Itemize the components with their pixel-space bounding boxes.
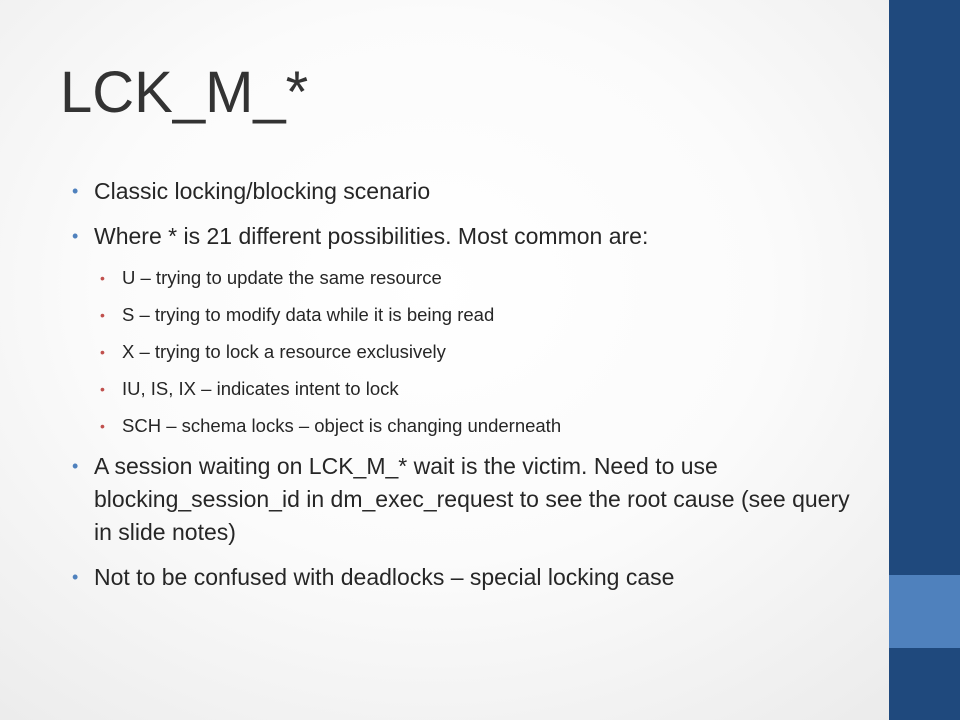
- sub-bullet-text: IU, IS, IX – indicates intent to lock: [122, 378, 399, 399]
- sidebar-accent-block: [889, 575, 960, 648]
- bullet-text: Where * is 21 different possibilities. Most common are:: [94, 223, 649, 249]
- bullet-item: [72, 561, 862, 594]
- bullet-item: [72, 450, 862, 549]
- slide-title: LCK_M_*: [60, 60, 309, 125]
- bullet-marker: •: [72, 181, 79, 201]
- bullet-list: [72, 175, 862, 606]
- bullet-item: [72, 220, 862, 253]
- sub-bullet-text: S – trying to modify data while it is being read: [122, 304, 495, 325]
- sub-bullet-item: [100, 265, 862, 291]
- sub-bullet-text: X – trying to lock a resource exclusively: [122, 341, 446, 362]
- sub-bullet-marker: •: [100, 270, 105, 286]
- bullet-item: [72, 175, 862, 208]
- sub-bullet-item: [100, 413, 862, 439]
- bullet-marker: •: [72, 226, 79, 246]
- sub-bullet-item: [100, 339, 862, 365]
- sub-bullet-marker: •: [100, 307, 105, 323]
- bullet-marker: •: [72, 456, 79, 476]
- bullet-text: Not to be confused with deadlocks – special locking case: [94, 564, 675, 590]
- sub-bullet-item: [100, 302, 862, 328]
- sub-bullet-marker: •: [100, 418, 105, 434]
- sub-bullet-text: SCH – schema locks – object is changing underneath: [122, 415, 562, 436]
- sub-bullet-marker: •: [100, 344, 105, 360]
- bullet-text: Classic locking/blocking scenario: [94, 178, 431, 204]
- sub-bullet-marker: •: [100, 381, 105, 397]
- sub-bullet-item: [100, 376, 862, 402]
- sub-bullet-text: U – trying to update the same resource: [122, 267, 442, 288]
- bullet-text: A session waiting on LCK_M_* wait is the victim. Need to use blocking_session_id in dm_exec_request to see the root cause (see query in slide notes): [94, 453, 850, 545]
- bullet-marker: •: [72, 567, 79, 587]
